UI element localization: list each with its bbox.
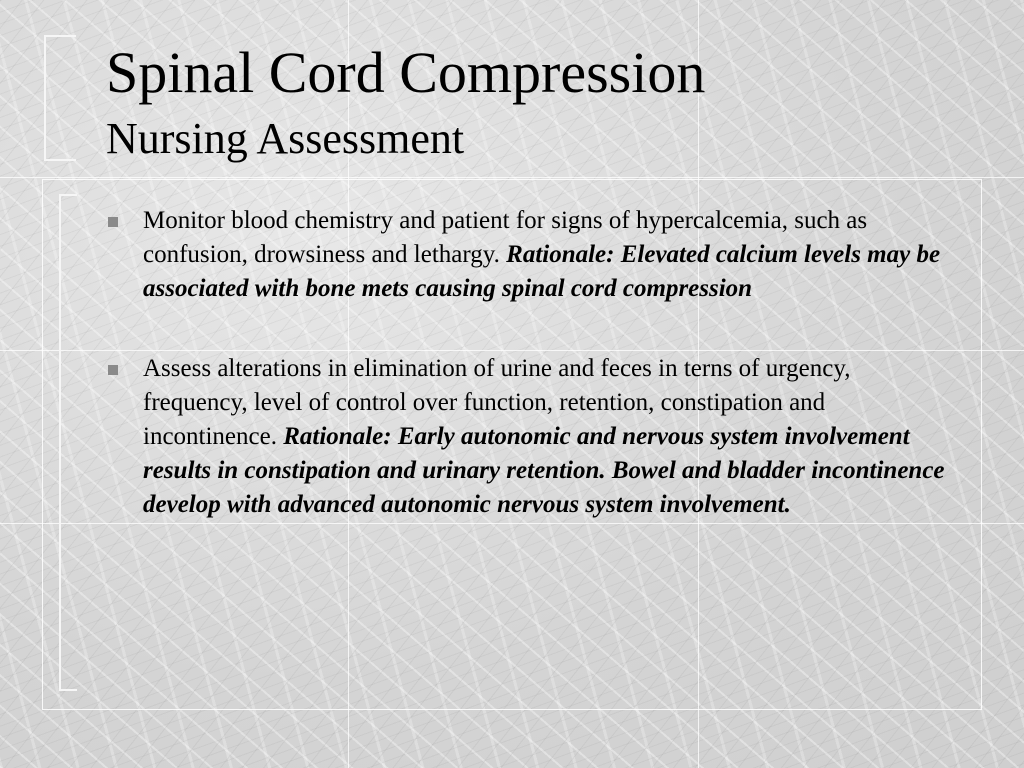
slide-title: Spinal Cord Compression [106, 40, 706, 105]
title-bracket-decoration [44, 35, 76, 161]
bullet-text: Monitor blood chemistry and patient for signs of hypercalcemia, such as confusion, drowsiness and lethargy. [143, 207, 868, 268]
bullet-item [106, 204, 956, 306]
square-bullet-icon [108, 365, 118, 375]
bullet-rationale: Rationale: Early autonomic and nervous system involvement results in constipation and urinary retention. Bowel and bladder incontinence develop with advanced autonomic nervous system involvement. [143, 423, 945, 518]
square-bullet-icon [108, 217, 118, 227]
bullet-list [106, 204, 956, 522]
body-bracket-decoration [59, 194, 77, 691]
slide-subtitle: Nursing Assessment [106, 114, 465, 163]
bullet-item [106, 352, 956, 522]
bullet-rationale: Rationale: Elevated calcium levels may be associated with bone mets causing spinal cord compression [143, 241, 941, 302]
bullet-text: Assess alterations in elimination of urine and feces in terns of urgency, frequency, level of control over function, retention, constipation and incontinence. [143, 355, 851, 450]
background-grid-line [0, 177, 1024, 178]
